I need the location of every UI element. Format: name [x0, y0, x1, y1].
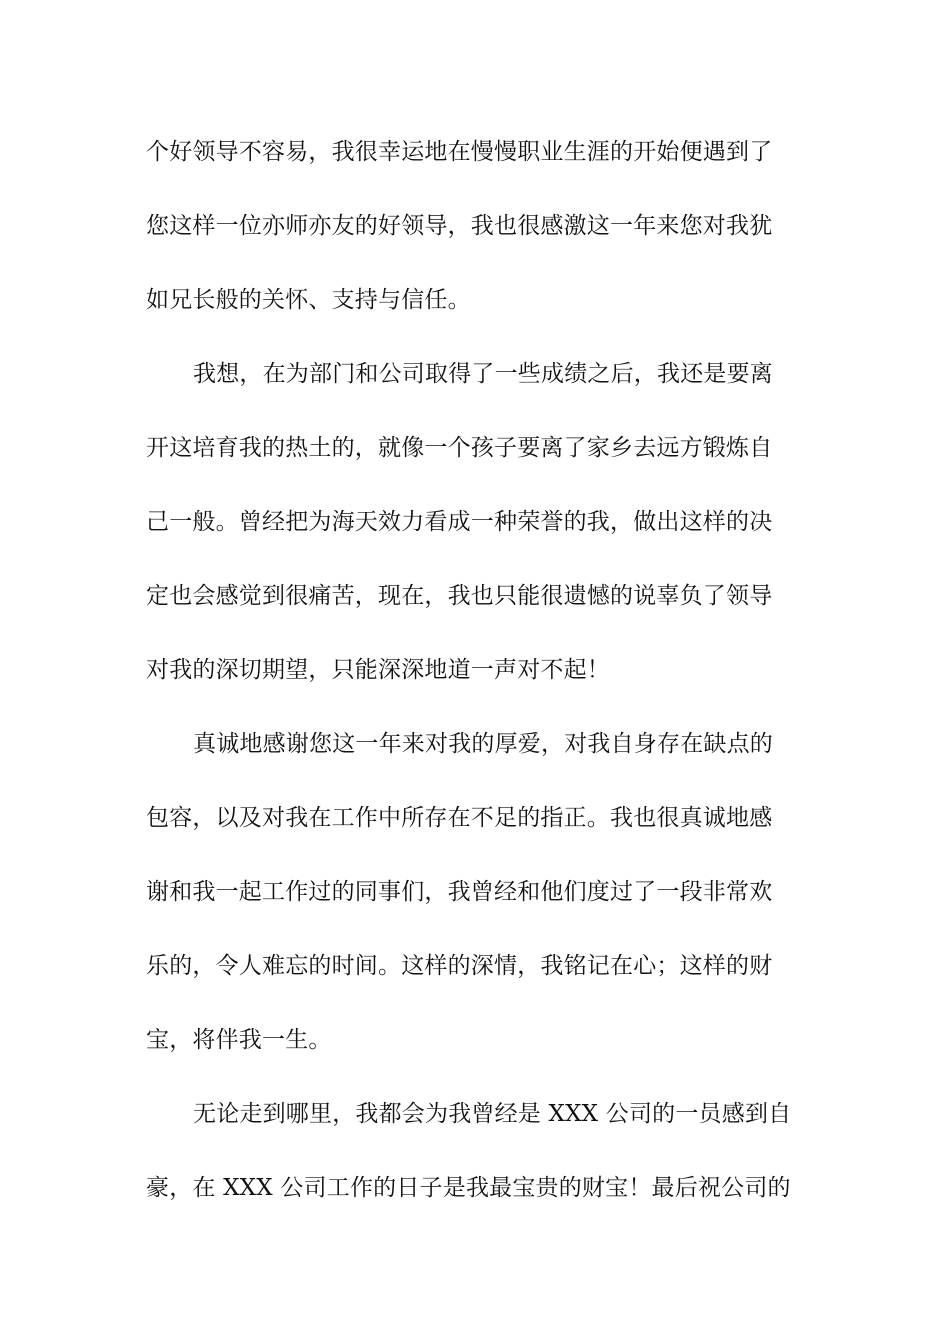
text-line: 豪，在 XXX 公司工作的日子是我最宝贵的财宝！最后祝公司的 — [146, 1175, 791, 1201]
text-line: 包容，以及对我在工作中所存在不足的指正。我也很真诚地感 — [146, 805, 773, 831]
paragraph-first-line: 真诚地感谢您这一年来对我的厚爱，对我自身存在缺点的 — [193, 731, 773, 757]
text-line: 个好领导不容易，我很幸运地在慢慢职业生涯的开始便遇到了 — [146, 139, 773, 165]
text-line: 您这样一位亦师亦友的好领导，我也很感激这一年来您对我犹 — [146, 213, 773, 239]
paragraph-first-line: 无论走到哪里，我都会为我曾经是 XXX 公司的一员感到自 — [193, 1101, 792, 1127]
text-line: 开这培育我的热土的，就像一个孩子要离了家乡去远方锻炼自 — [146, 435, 773, 461]
text-line: 对我的深切期望，只能深深地道一声对不起！ — [146, 657, 610, 683]
text-line: 宝，将伴我一生。 — [146, 1027, 332, 1053]
text-line: 谢和我一起工作过的同事们，我曾经和他们度过了一段非常欢 — [146, 879, 773, 905]
text-line: 定也会感觉到很痛苦，现在，我也只能很遗憾的说辜负了领导 — [146, 583, 773, 609]
text-line: 己一般。曾经把为海天效力看成一种荣誉的我，做出这样的决 — [146, 509, 773, 535]
paragraph-first-line: 我想，在为部门和公司取得了一些成绩之后，我还是要离 — [193, 361, 773, 387]
text-line: 乐的，令人难忘的时间。这样的深情，我铭记在心；这样的财 — [146, 953, 773, 979]
text-line: 如兄长般的关怀、支持与信任。 — [146, 287, 471, 313]
